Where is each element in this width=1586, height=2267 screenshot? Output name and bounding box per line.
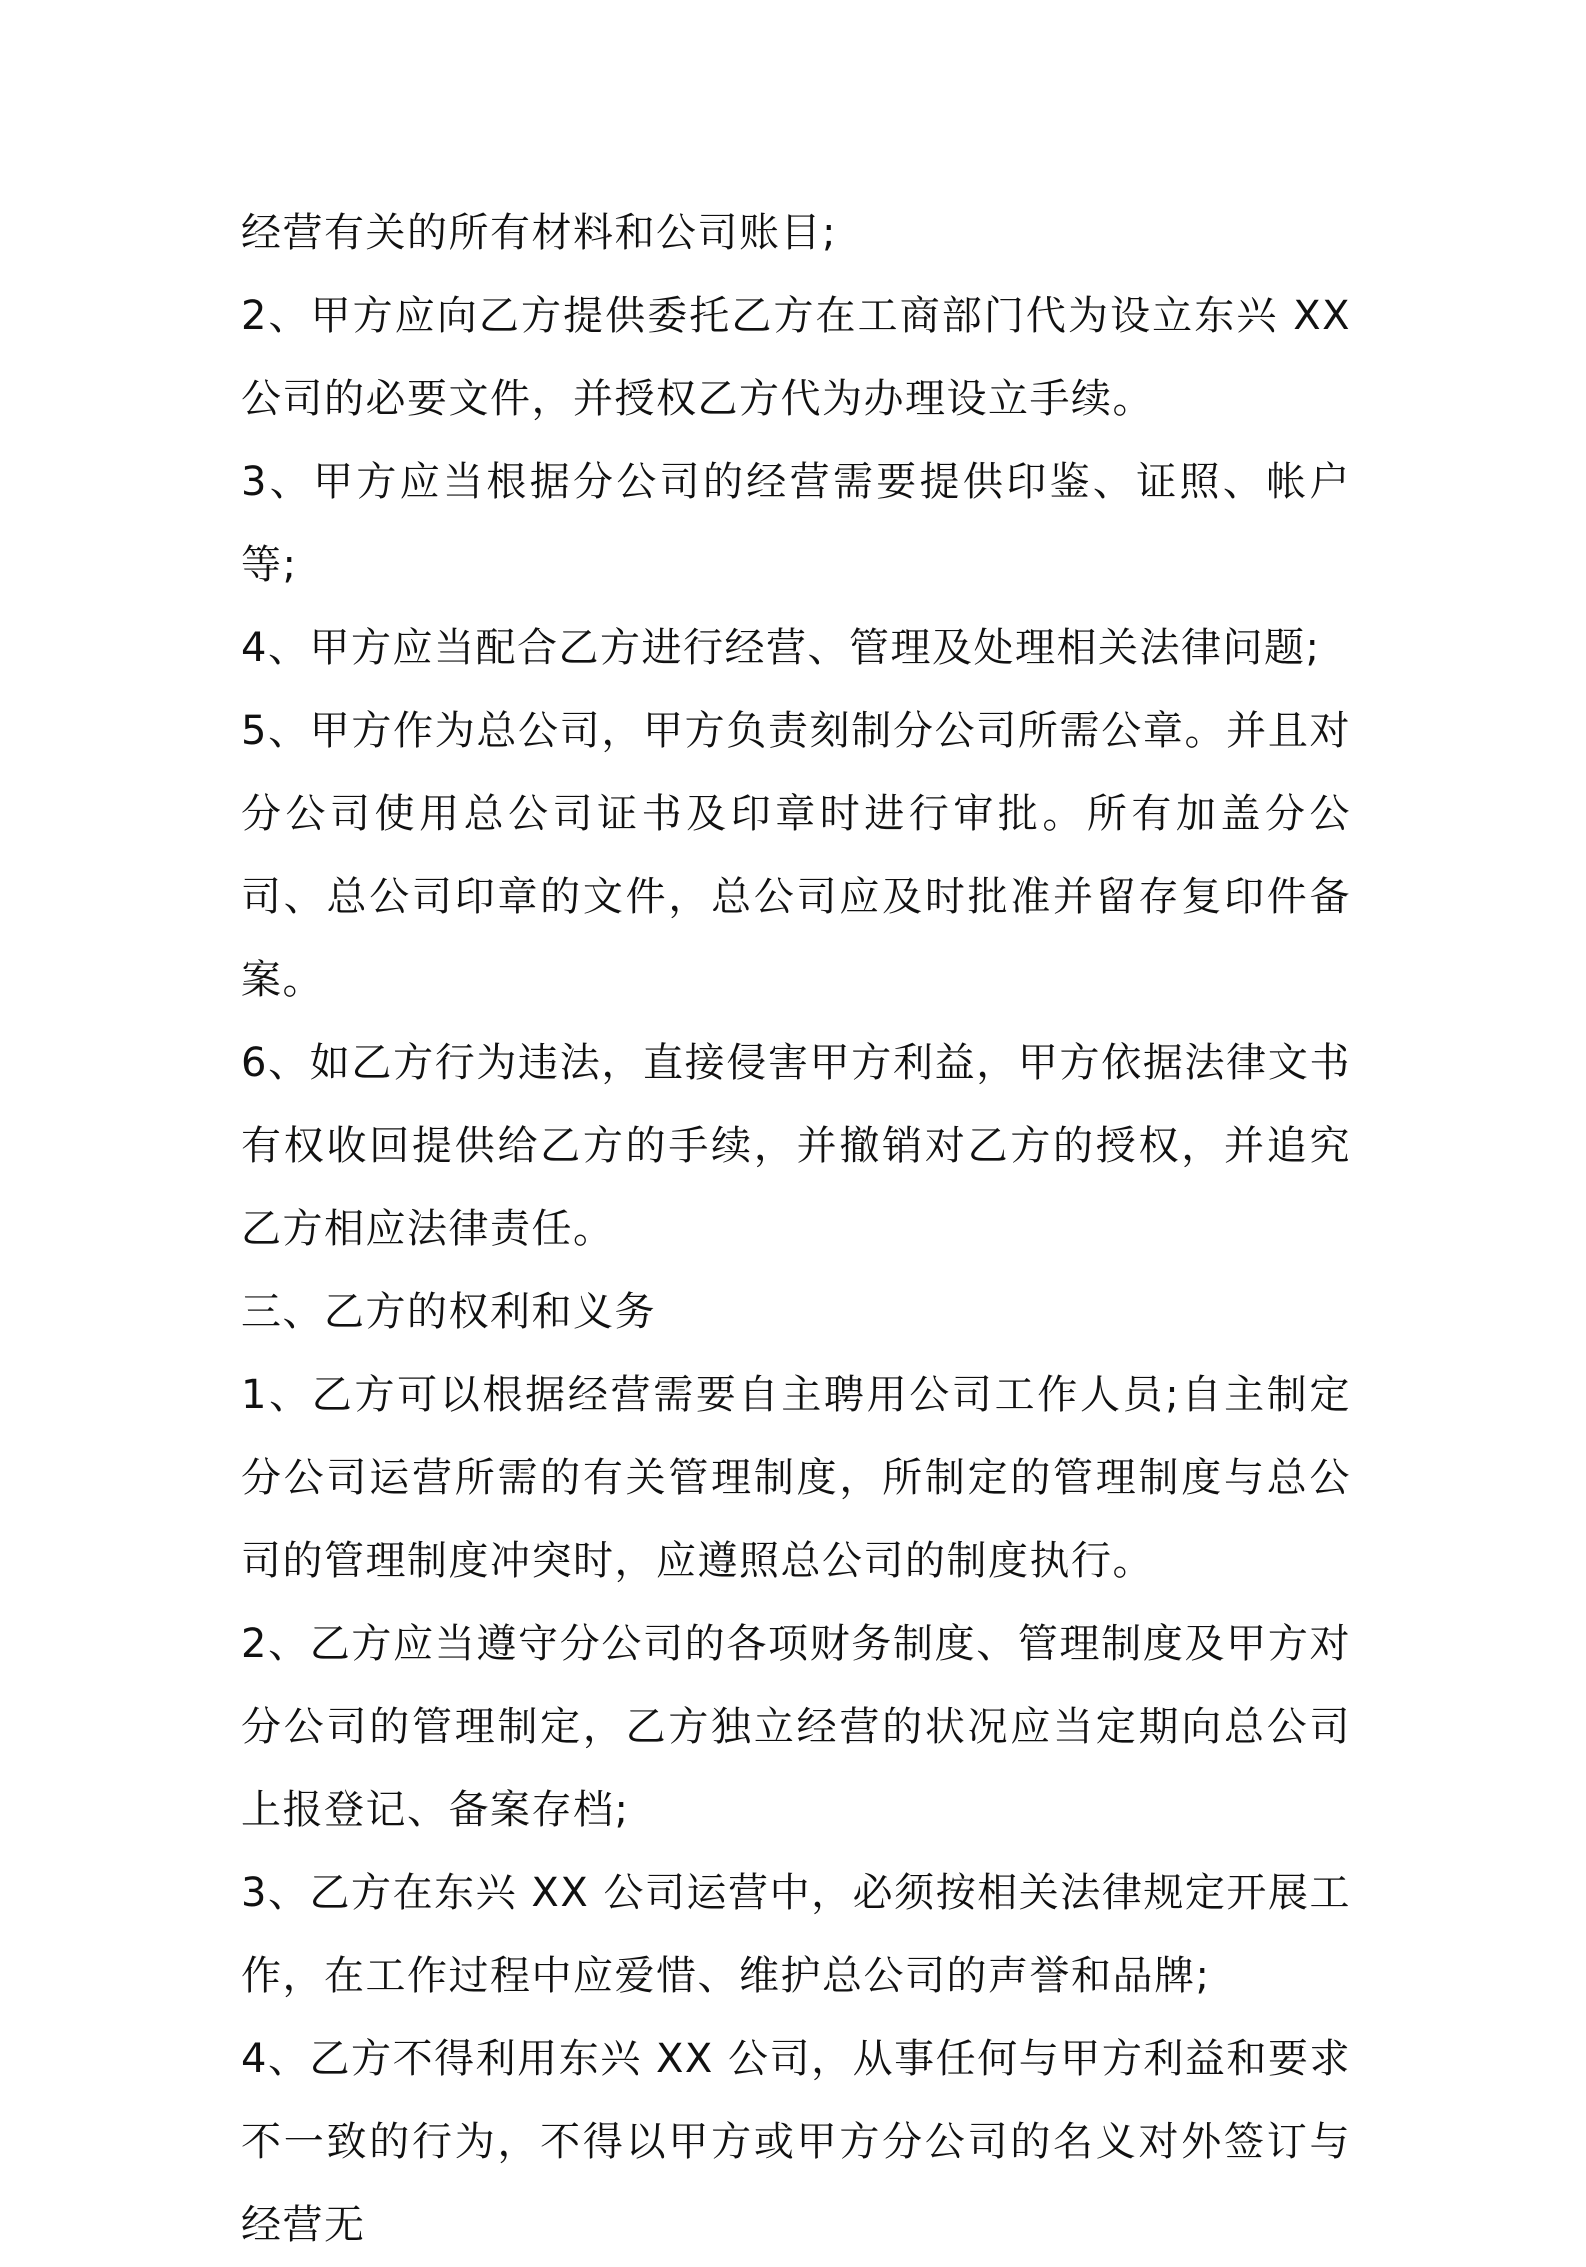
paragraph-obligation-4: 4、甲方应当配合乙方进行经营、管理及处理相关法律问题; <box>241 625 1321 671</box>
paragraph-right-1: 1、乙方可以根据经营需要自主聘用公司工作人员;自主制定分公司运营所需的有关管理制度，所制定的管理制度与总公司的管理制度冲突时，应遵照总公司的制度执行。 <box>241 1372 1351 1584</box>
paragraph-obligation-3: 3、甲方应当根据分公司的经营需要提供印鉴、证照、帐户等; <box>241 459 1351 588</box>
paragraph-right-4: 4、乙方不得利用东兴 XX 公司，从事任何与甲方利益和要求不一致的行为，不得以甲方或甲方分公司的名义对外签订与经营无 <box>241 2036 1351 2248</box>
section-heading: 三、乙方的权利和义务 <box>241 1289 656 1335</box>
paragraph-right-2: 2、乙方应当遵守分公司的各项财务制度、管理制度及甲方对分公司的管理制定，乙方独立经营的状况应当定期向总公司上报登记、备案存档; <box>241 1621 1351 1833</box>
document-body <box>241 192 1351 2267</box>
paragraph-obligation-6: 6、如乙方行为违法，直接侵害甲方利益，甲方依据法律文书有权收回提供给乙方的手续，并撤销对乙方的授权，并追究乙方相应法律责任。 <box>241 1040 1351 1252</box>
paragraph-right-3: 3、乙方在东兴 XX 公司运营中，必须按相关法律规定开展工作，在工作过程中应爱惜、维护总公司的声誉和品牌; <box>241 1870 1351 1999</box>
paragraph-obligation-5: 5、甲方作为总公司，甲方负责刻制分公司所需公章。并且对分公司使用总公司证书及印章时进行审批。所有加盖分公司、总公司印章的文件，总公司应及时批准并留存复印件备案。 <box>241 708 1351 1003</box>
paragraph-continuation: 经营有关的所有材料和公司账目; <box>241 210 837 256</box>
paragraph-obligation-2: 2、甲方应向乙方提供委托乙方在工商部门代为设立东兴 XX 公司的必要文件，并授权乙方代为办理设立手续。 <box>241 293 1351 422</box>
